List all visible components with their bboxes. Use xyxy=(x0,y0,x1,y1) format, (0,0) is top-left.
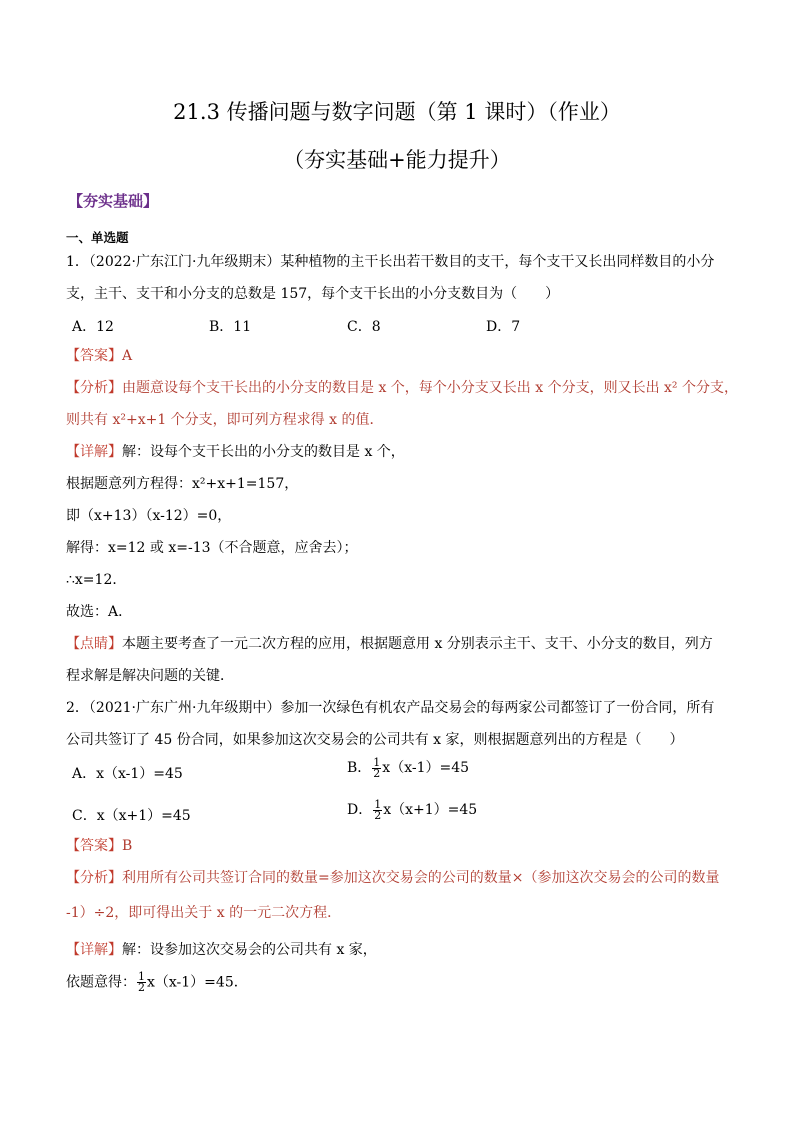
q1-analysis-text1: 由题意设每个支干长出的小分支的数目是 x 个，每个小分支又长出 x 个分支，则又长出 x² 个分支， xyxy=(122,380,738,396)
q1-detail-line3: 即（x+13）（x-12）=0， xyxy=(66,508,232,524)
q1-stem-line2: 支，主干、支干和小分支的总数是 157，每个支干长出的小分支数目为（ ） xyxy=(66,286,560,302)
detail-label: 【详解】 xyxy=(66,444,122,460)
q2-analysis-line2: -1）÷2，即可得出关于 x 的一元二次方程． xyxy=(66,905,342,921)
fraction-denominator: 2 xyxy=(373,766,381,780)
q2-stem-line2: 公司共签订了 45 份合同，如果参加这次交易会的公司共有 x 家，则根据题意列出的方程是（ ） xyxy=(66,732,684,748)
fraction-numerator: 1 xyxy=(138,970,145,983)
q1-detail-line2: 根据题意列方程得：x²+x+1=157， xyxy=(66,476,299,492)
q2-option-d xyxy=(347,799,477,821)
q1-analysis-line1 xyxy=(66,378,738,398)
fraction-denominator: 2 xyxy=(374,808,382,822)
answer-label: 【答案】 xyxy=(66,838,122,854)
page-title: 21.3 传播问题与数字问题（第 1 课时）（作业） xyxy=(173,100,621,124)
q1-option-a: A．12 xyxy=(72,319,114,335)
q1-comment-text1: 本题主要考查了一元二次方程的应用，根据题意用 x 分别表示主干、支干、小分支的数目，列方 xyxy=(122,636,713,652)
q2-detail-line1 xyxy=(66,940,377,960)
q1-option-b: B．11 xyxy=(209,319,252,335)
q1-detail-line5: ∴x=12． xyxy=(66,572,127,588)
detail-label: 【详解】 xyxy=(66,942,122,958)
q1-analysis-line2: 则共有 x²+x+1 个分支，即可列方程求得 x 的值． xyxy=(66,412,384,428)
section-heading: 【夯实基础】 xyxy=(68,192,159,210)
page-subtitle: （夯实基础+能力提升） xyxy=(283,148,511,172)
fraction-half xyxy=(372,755,381,780)
fraction-numerator: 1 xyxy=(374,797,382,811)
q2-stem-line1: 2．（2021·广东广州·九年级期中）参加一次绿色有机农产品交易会的每两家公司都签订了一份合同，所有 xyxy=(66,700,715,716)
fraction-half xyxy=(373,797,382,822)
q1-detail-line4: 解得：x=12 或 x=-13（不合题意，应舍去）； xyxy=(66,540,358,556)
fraction-denominator: 2 xyxy=(138,981,145,994)
q1-stem-line1: 1．（2022·广东江门·九年级期末）某种植物的主干长出若干数目的支干，每个支干又长出同样数目的小分 xyxy=(66,254,715,270)
answer-value: A xyxy=(122,348,133,364)
q1-detail-line6: 故选：A． xyxy=(66,604,133,620)
q2-answer xyxy=(66,836,132,856)
q1-comment-line1 xyxy=(66,634,713,654)
q1-detail-text1: 解：设每个支干长出的小分支的数目是 x 个， xyxy=(122,444,405,460)
q2-option-d-label: D． xyxy=(347,802,373,818)
q2-detail-line2 xyxy=(66,972,248,993)
analysis-label: 【分析】 xyxy=(66,870,122,886)
subsection-heading: 一、单选题 xyxy=(66,230,129,245)
analysis-label: 【分析】 xyxy=(66,380,122,396)
q2-option-c: C．x（x+1）=45 xyxy=(72,808,191,824)
q2-analysis-line1 xyxy=(66,868,719,888)
q2-detail-rest: x（x-1）=45． xyxy=(147,974,248,991)
q2-detail-prefix: 依题意得： xyxy=(66,974,136,991)
q1-option-c: C．8 xyxy=(347,319,381,335)
q1-comment-line2: 程求解是解决问题的关键． xyxy=(66,668,234,684)
q1-detail-line1 xyxy=(66,442,405,462)
q2-option-a: A．x（x-1）=45 xyxy=(72,766,183,782)
answer-label: 【答案】 xyxy=(66,348,122,364)
q1-answer xyxy=(66,346,132,366)
comment-label: 【点睛】 xyxy=(66,636,122,652)
fraction-numerator: 1 xyxy=(373,755,381,769)
q2-option-b-text: x（x-1）=45 xyxy=(382,760,470,776)
q1-option-d: D．7 xyxy=(486,319,521,335)
answer-value: B xyxy=(122,838,133,854)
q2-detail-text1: 解：设参加这次交易会的公司共有 x 家， xyxy=(122,942,377,958)
fraction-half xyxy=(137,972,146,993)
q2-analysis-text1: 利用所有公司共签订合同的数量=参加这次交易会的公司的数量×（参加这次交易会的公司的数量 xyxy=(122,870,720,886)
q2-option-b-label: B． xyxy=(347,760,372,776)
q2-option-b xyxy=(347,757,469,779)
q2-option-d-text: x（x+1）=45 xyxy=(383,802,478,818)
